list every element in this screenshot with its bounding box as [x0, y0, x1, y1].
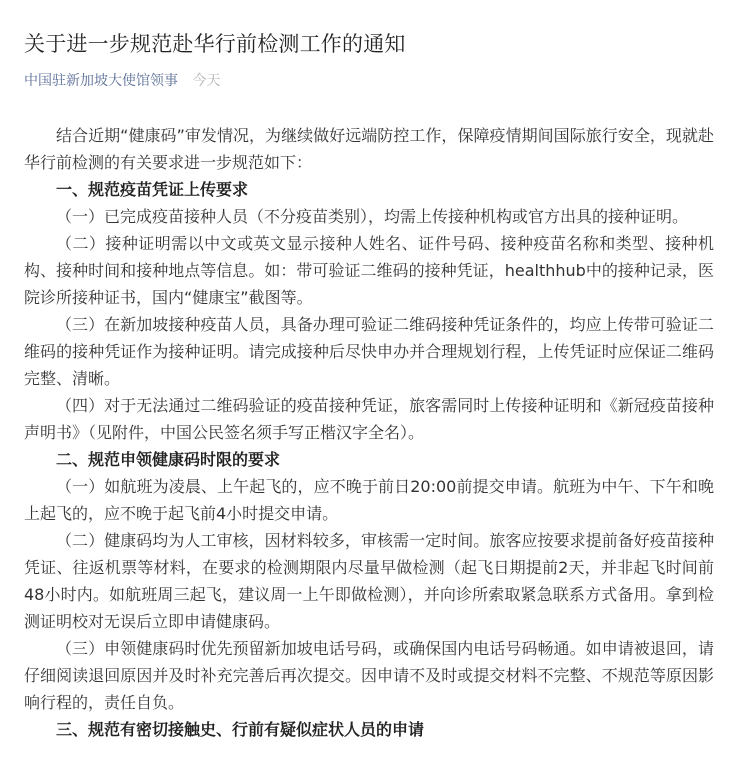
article-content — [24, 122, 714, 743]
section-heading: 三、规范有密切接触史、行前有疑似症状人员的申请 — [56, 720, 425, 739]
section-heading: 二、规范申领健康码时限的要求 — [56, 450, 281, 469]
body-paragraph: （一）已完成疫苗接种人员（不分疫苗类别），均需上传接种机构或官方出具的接种证明。 — [56, 207, 689, 226]
body-paragraph: （二）健康码均为人工审核，因材料较多，审核需一定时间。旅客应按要求提前备好疫苗接种凭证、往返机票等材料，在要求的检测期限内尽量早做检测（起飞日期提前2天，并非起飞时间前48小时内。如航班周三起飞，建议周一上午即做检测），并向诊所索取紧急联系方式备用。拿到检测证明校对无误后立即申请健康码。 — [24, 531, 714, 631]
body-paragraph: （二）接种证明需以中文或英文显示接种人姓名、证件号码、接种疫苗名称和类型、接种机构、接种时间和接种地点等信息。如：带可验证二维码的接种凭证，healthhub中的接种记录，医院诊所接种证书，国内“健康宝”截图等。 — [24, 234, 714, 307]
article-meta — [24, 70, 734, 92]
body-paragraph: （四）对于无法通过二维码验证的疫苗接种凭证，旅客需同时上传接种证明和《新冠疫苗接种声明书》（见附件，中国公民签名须手写正楷汉字全名）。 — [24, 396, 714, 442]
body-paragraph: （三）申领健康码时优先预留新加坡电话号码，或确保国内电话号码畅通。如申请被退回，请仔细阅读退回原因并及时补充完善后再次提交。因申请不及时或提交材料不完整、不规范等原因影响行程的，责任自负。 — [24, 639, 714, 712]
intro-paragraph: 结合近期“健康码”审发情况，为继续做好远端防控工作，保障疫情期间国际旅行安全，现就赴华行前检测的有关要求进一步规范如下： — [24, 126, 714, 172]
account-name-link[interactable]: 中国驻新加坡大使馆领事 — [24, 73, 178, 89]
section-heading: 一、规范疫苗凭证上传要求 — [56, 180, 249, 199]
body-paragraph: （三）在新加坡接种疫苗人员，具备办理可验证二维码接种凭证条件的，均应上传带可验证二维码的接种凭证作为接种证明。请完成接种后尽快申办并合理规划行程，上传凭证时应保证二维码完整、清晰。 — [24, 315, 714, 388]
body-paragraph: （一）如航班为凌晨、上午起飞的，应不晚于前日20:00前提交申请。航班为中午、下午和晚上起飞的，应不晚于起飞前4小时提交申请。 — [24, 477, 714, 523]
article-title: 关于进一步规范赴华行前检测工作的通知 — [24, 32, 406, 56]
publish-time: 今天 — [192, 73, 221, 89]
